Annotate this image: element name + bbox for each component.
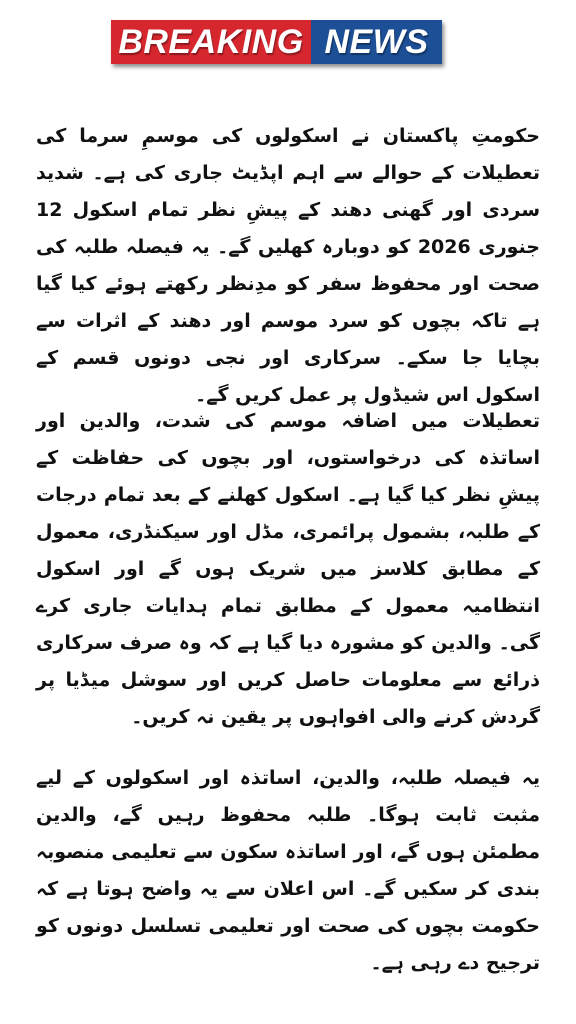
article-paragraph-2: تعطیلات میں اضافہ موسم کی شدت، والدین اور اساتذہ کی درخواستوں، اور بچوں کی حفاظت کے پیشِ نظر کیا گیا ہے۔ اسکول کھلنے کے بعد تمام درجات کے طلبہ، بشمول پرائمری، مڈل اور سیکنڈری، معمول کے مطابق کلاسز میں شریک ہوں گے اور اسکول انتظامیہ معمول کے مطابق تمام ہدایات جاری کرے گی۔ والدین کو مشورہ دیا گیا ہے کہ وہ صرف سرکاری ذرائع سے معلومات حاصل کریں اور سوشل میڈیا پر گردش کرنے والی افواہوں پر یقین نہ کریں۔ (36, 410, 540, 728)
banner-news-word: NEWS (311, 20, 442, 64)
banner-breaking-word: BREAKING (111, 20, 311, 64)
article-paragraph-1: حکومتِ پاکستان نے اسکولوں کی موسمِ سرما کی تعطیلات کے حوالے سے اہم اپڈیٹ جاری کی ہے۔ شدید سردی اور گھنی دھند کے پیشِ نظر تمام اسکول 12 جنوری 2026 کو دوبارہ کھلیں گے۔ یہ فیصلہ طلبہ کی صحت اور محفوظ سفر کو مدِنظر رکھتے ہوئے کیا گیا ہے تاکہ بچوں کو سرد موسم اور دھند کے اثرات سے بچایا جا سکے۔ سرکاری اور نجی دونوں قسم کے اسکول اس شیڈول پر عمل کریں گے۔ (36, 125, 541, 406)
breaking-news-banner (111, 20, 442, 64)
article-paragraph-3: یہ فیصلہ طلبہ، والدین، اساتذہ اور اسکولوں کے لیے مثبت ثابت ہوگا۔ طلبہ محفوظ رہیں گے، والدین مطمئن ہوں گے، اور اساتذہ سکون سے تعلیمی منصوبہ بندی کر سکیں گے۔ اس اعلان سے یہ واضح ہوتا ہے کہ حکومت بچوں کی صحت اور تعلیمی تسلسل دونوں کو ترجیح دے رہی ہے۔ (36, 767, 540, 974)
